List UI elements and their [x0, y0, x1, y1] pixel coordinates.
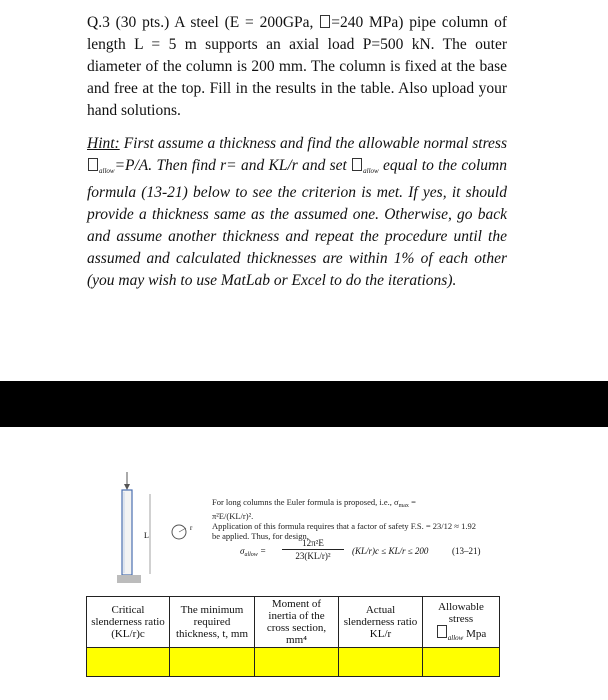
answer-cell-actual-slenderness[interactable] — [339, 648, 423, 677]
length-label: L — [144, 531, 149, 540]
header-min-thickness: The minimum required thickness, t, mm — [170, 597, 255, 648]
hint-part2: =P/A. Then find r= and KL/r and set — [114, 157, 352, 174]
hint-text — [87, 133, 507, 292]
question-text — [87, 12, 507, 122]
column-formula-13-21: $\sigma_{allow}$ = $\frac{\text{12π²E}}{\text{23(KL/r)²}}$ (KL/r)c ≤ KL/r ≤ 200 (13–21) — [240, 538, 481, 561]
results-table — [86, 596, 500, 677]
sigma-placeholder-box — [352, 158, 362, 171]
hint-subscript-allow: allow — [363, 167, 379, 175]
question-part1: Q.3 (30 pts.) A steel (E = 200GPa, — [87, 14, 320, 31]
safety-factor-line: Application of this formula requires that a factor of safety F.S. = 23/12 ≈ 1.92 — [212, 521, 476, 531]
answer-cell-min-thickness[interactable] — [170, 648, 255, 677]
header-actual-slenderness: Actual slenderness ratio KL/r — [339, 597, 423, 648]
hint-part3: equal to the column formula (13-21) below to see the criterion is met. If yes, it should provide a thickness same as the assumed one. Otherwise, go back and assume another thickness and repeat the procedure until the assumed and calculated thicknesses are within 1% of each other (you may wish to use MatLab or Excel to do the iterations). — [87, 157, 507, 289]
sigma-placeholder-box — [88, 158, 98, 171]
header-moment-of-inertia: Moment of inertia of the cross section, mm⁴ — [255, 597, 339, 648]
fraction-denominator: 23(KL/r)² — [295, 551, 331, 561]
answer-cell-critical-slenderness[interactable] — [87, 648, 170, 677]
sigma-placeholder-box — [437, 625, 447, 638]
radius-label: r — [190, 524, 193, 532]
question-part2: =240 MPa) pipe column of length L = 5 m supports an axial load P=500 kN. The outer diameter of the column is 200 mm. The column is fixed at the base and free at the top. Fill in the results in the table. Also upload your hand solutions. — [87, 14, 507, 119]
answer-cell-moment-of-inertia[interactable] — [255, 648, 339, 677]
sigma-placeholder-box — [320, 15, 330, 28]
table-header-row — [87, 597, 500, 648]
answer-cell-allowable-stress[interactable] — [423, 648, 500, 677]
sigma-symbol: σ — [240, 546, 245, 556]
slenderness-criterion: (KL/r)c ≤ KL/r ≤ 200 — [352, 546, 429, 556]
table-row — [87, 648, 500, 677]
sigma-sub: allow — [244, 552, 258, 558]
header-allowable-stress: Allowable stress $_{allow}$ Mpa — [423, 597, 500, 648]
header-critical-slenderness: Critical slenderness ratio (KL/r)c — [87, 597, 170, 648]
euler-line-1: For long columns the Euler formula is proposed, i.e., $\sigma_{max}$ = — [212, 497, 416, 509]
equation-number: (13–21) — [452, 546, 481, 556]
euler-line-2: π²E/(KL/r)². — [212, 511, 254, 521]
fraction-numerator: 12π²E — [282, 537, 344, 550]
hint-part1: First assume a thickness and find the allowable normal stress — [119, 135, 507, 152]
black-divider-band — [0, 381, 608, 427]
design-line: be applied. Thus, for design, — [212, 531, 309, 541]
hint-subscript-allow: allow — [99, 167, 115, 175]
fraction — [282, 537, 344, 562]
textbook-excerpt — [212, 497, 497, 541]
hint-label: Hint: — [87, 135, 120, 152]
